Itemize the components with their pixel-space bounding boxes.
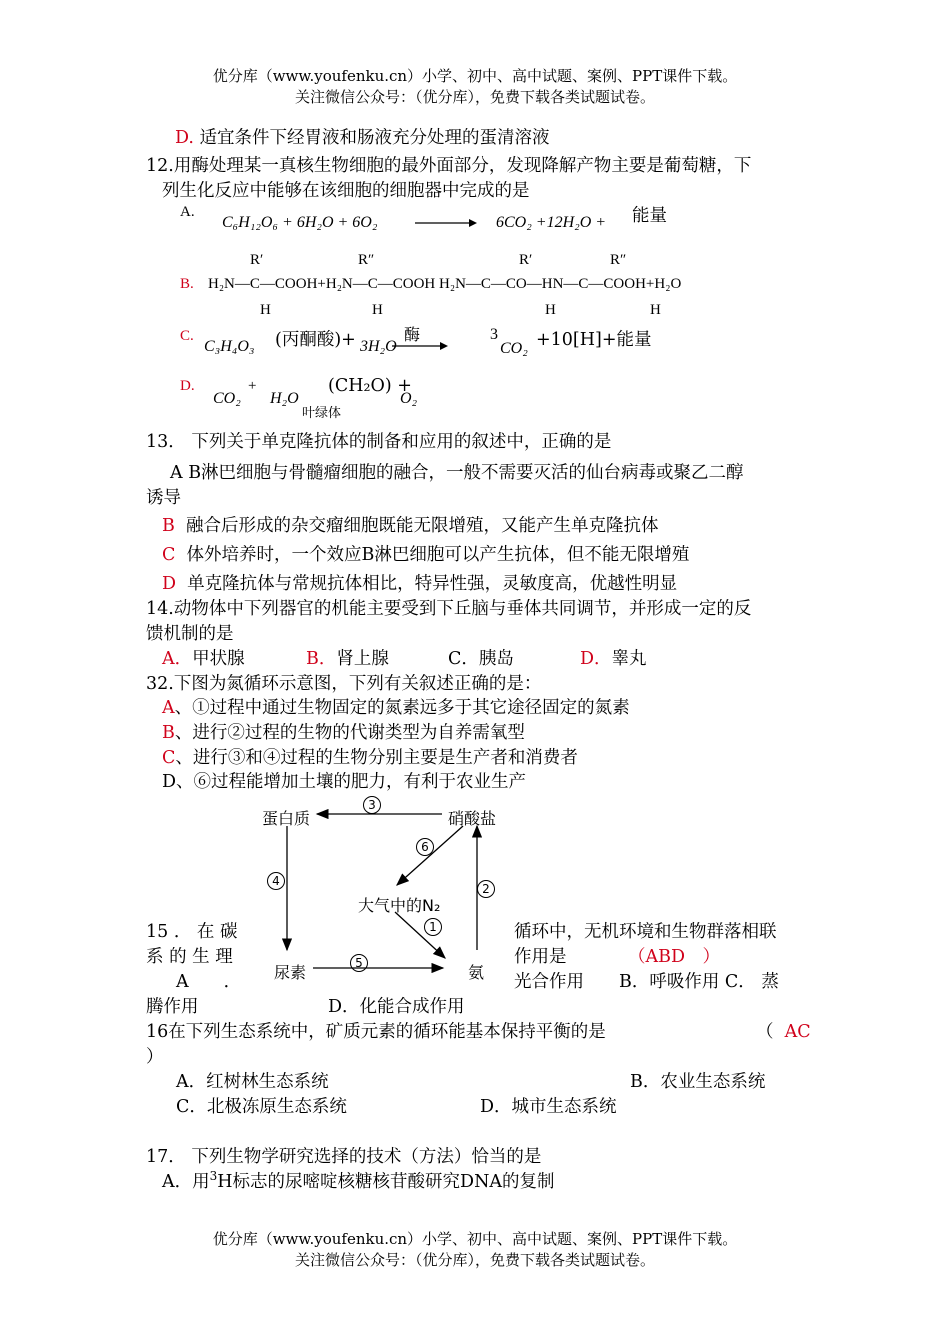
q12-c-label: C. [180,328,194,344]
q13-option-d: D 单克隆抗体与常规抗体相比，特异性强，灵敏度高，优越性明显 [162,574,678,594]
q16-option-d: D．城市生态系统 [480,1097,617,1117]
q32-option-b: B、进行②过程的生物的代谢类型为自养需氧型 [162,723,525,743]
diagram-urea-node: 尿素 [274,963,307,982]
q15-left-line3: A ． [176,972,242,992]
q14-stem-line1: 14.动物体中下列器官的机能主要受到下丘脑与垂体共同调节，并形成一定的反 [146,599,752,619]
q12-c-co2: CO₂ [500,340,528,357]
q15-right-line3: 光合作用 B．呼吸作用 C． 蒸 [514,972,779,992]
diagram-nitrate-node: 硝酸盐 [448,809,497,828]
q13-stem: 13． 下列关于单克隆抗体的制备和应用的叙述中，正确的是 [146,432,612,452]
q16-option-b: B．农业生态系统 [630,1072,766,1092]
q15-right-line2: 作用是 [514,947,567,967]
q16-stem: 16在下列生态系统中，矿质元素的循环能基本保持平衡的是 [146,1022,606,1042]
q12-b-r1: R′ [250,252,264,268]
page-header-line1: 优分库（www.youfenku.cn）小学、初中、高中试题、案例、PPT课件下载。 [212,67,738,85]
q12-b-h3: H [545,302,556,318]
q17-option-a: A．用$^3$H标志的尿嘧啶核糖核苷酸研究DNA的复制 [162,1169,555,1192]
q12-stem-line2: 列生化反应中能够在该细胞的细胞器中完成的是 [162,181,530,201]
diagram-step-5: 5 [350,954,368,972]
q14-stem-line2: 馈机制的是 [146,624,234,644]
q12-b-r4: R″ [610,252,627,268]
q12-d-plus: + [248,378,257,394]
diagram-step-2: 2 [477,880,495,898]
q16-option-a: A．红树林生态系统 [176,1072,329,1092]
q12-a-energy: 能量 [632,206,667,226]
q14-option-b: B．肾上腺 [306,649,389,669]
diagram-n2-node: 大气中的N₂ [358,896,441,915]
q12-d-co2: CO₂ [213,390,241,407]
q13-option-a-line2: 诱导 [146,488,181,508]
q12-a-reactants: C₆H₁₂O₆ + 6H₂O + 6O₂ [222,214,378,231]
q12-c-coef: 3 [490,326,498,343]
q12-c-enzyme: 酶 [404,325,421,344]
q14-option-c: C．胰岛 [448,649,514,669]
q12-d-label: D. [180,378,195,394]
q32-option-a: A、①过程中通过生物固定的氮素远多于其它途径固定的氮素 [162,698,630,718]
q15-left-line2: 系 的 生 理 [146,947,233,967]
q15-answer: （ABD ） [628,947,721,967]
diagram-protein-node: 蛋白质 [262,809,311,828]
q12-b-r3: R′ [519,252,533,268]
q12-d-ch2o: (CH₂O) + [328,376,412,396]
q12-d-chloroplast: 叶绿体 [302,406,342,421]
q12-a-products: 6CO₂ +12H₂O + [496,214,607,231]
q15-right-line1: 循环中，无机环境和生物群落相联 [514,922,777,942]
q16-answer: （ AC [756,1022,811,1042]
q16-close-paren: ） [146,1047,164,1067]
diagram-step-4: 4 [267,872,285,890]
q32-option-d: D、⑥过程能增加土壤的肥力，有利于农业生产 [162,772,527,792]
diagram-step-1: 1 [424,918,442,936]
q12-d-h2o: H₂O [270,390,299,407]
q12-b-h4: H [650,302,661,318]
q11-option-d: D. 适宜条件下经胃液和肠液充分处理的蛋清溶液 [175,128,550,148]
page-footer-line1: 优分库（www.youfenku.cn）小学、初中、高中试题、案例、PPT课件下载。 [212,1230,738,1248]
q12-c-water: 3H₂O [360,338,397,355]
q12-b-h1: H [260,302,271,318]
q12-c-arrow [392,340,448,352]
q14-option-d: D．睾丸 [580,649,647,669]
q13-option-b: B 融合后形成的杂交瘤细胞既能无限增殖，又能产生单克隆抗体 [162,516,659,536]
q15-line4: 腾作用 [146,997,199,1017]
q15-left-line1: 15 ． 在 碳 [146,922,238,942]
q14-option-a: A．甲状腺 [162,649,245,669]
diagram-step-6: 6 [416,838,434,856]
q12-b-r2: R″ [358,252,375,268]
q17-stem: 17． 下列生物学研究选择的技术（方法）恰当的是 [146,1147,542,1167]
q12-c-pyruvate-label: (丙酮酸)+ [275,330,356,350]
q32-stem: 32.下图为氮循环示意图，下列有关叙述正确的是： [146,674,542,694]
q13-option-a-line1: A B淋巴细胞与骨髓瘤细胞的融合，一般不需要灭活的仙台病毒或聚乙二醇 [170,463,744,483]
q12-c-products: +10[H]+能量 [536,330,652,350]
q13-option-c: C 体外培养时，一个效应B淋巴细胞可以产生抗体，但不能无限增殖 [162,545,690,565]
q15-option-d: D．化能合成作用 [328,997,465,1017]
q12-c-pyruvate: C₃H₄O₃ [204,338,255,355]
q12-b-h2: H [372,302,383,318]
diagram-step-3: 3 [363,796,381,814]
diagram-ammonia-node: 氨 [468,963,485,982]
page-header-line2: 关注微信公众号：（优分库），免费下载各类试题试卷。 [294,88,655,106]
q12-a-label: A. [180,204,195,220]
q12-d-o2: O₂ [400,390,418,407]
q16-option-c: C．北极冻原生态系统 [176,1097,347,1117]
q12-b-label: B. [180,276,194,292]
q12-a-arrow [415,216,477,230]
q32-option-c: C、进行③和④过程的生物分别主要是生产者和消费者 [162,748,578,768]
page-footer-line2: 关注微信公众号：（优分库），免费下载各类试题试卷。 [294,1251,655,1269]
q12-b-formula: H₂N—C—COOH+H₂N—C—COOH H₂N—C—CO—HN—C—COOH+H₂O [208,276,682,292]
q12-stem-line1: 12.用酶处理某一真核生物细胞的最外面部分，发现降解产物主要是葡萄糖，下 [146,156,752,176]
